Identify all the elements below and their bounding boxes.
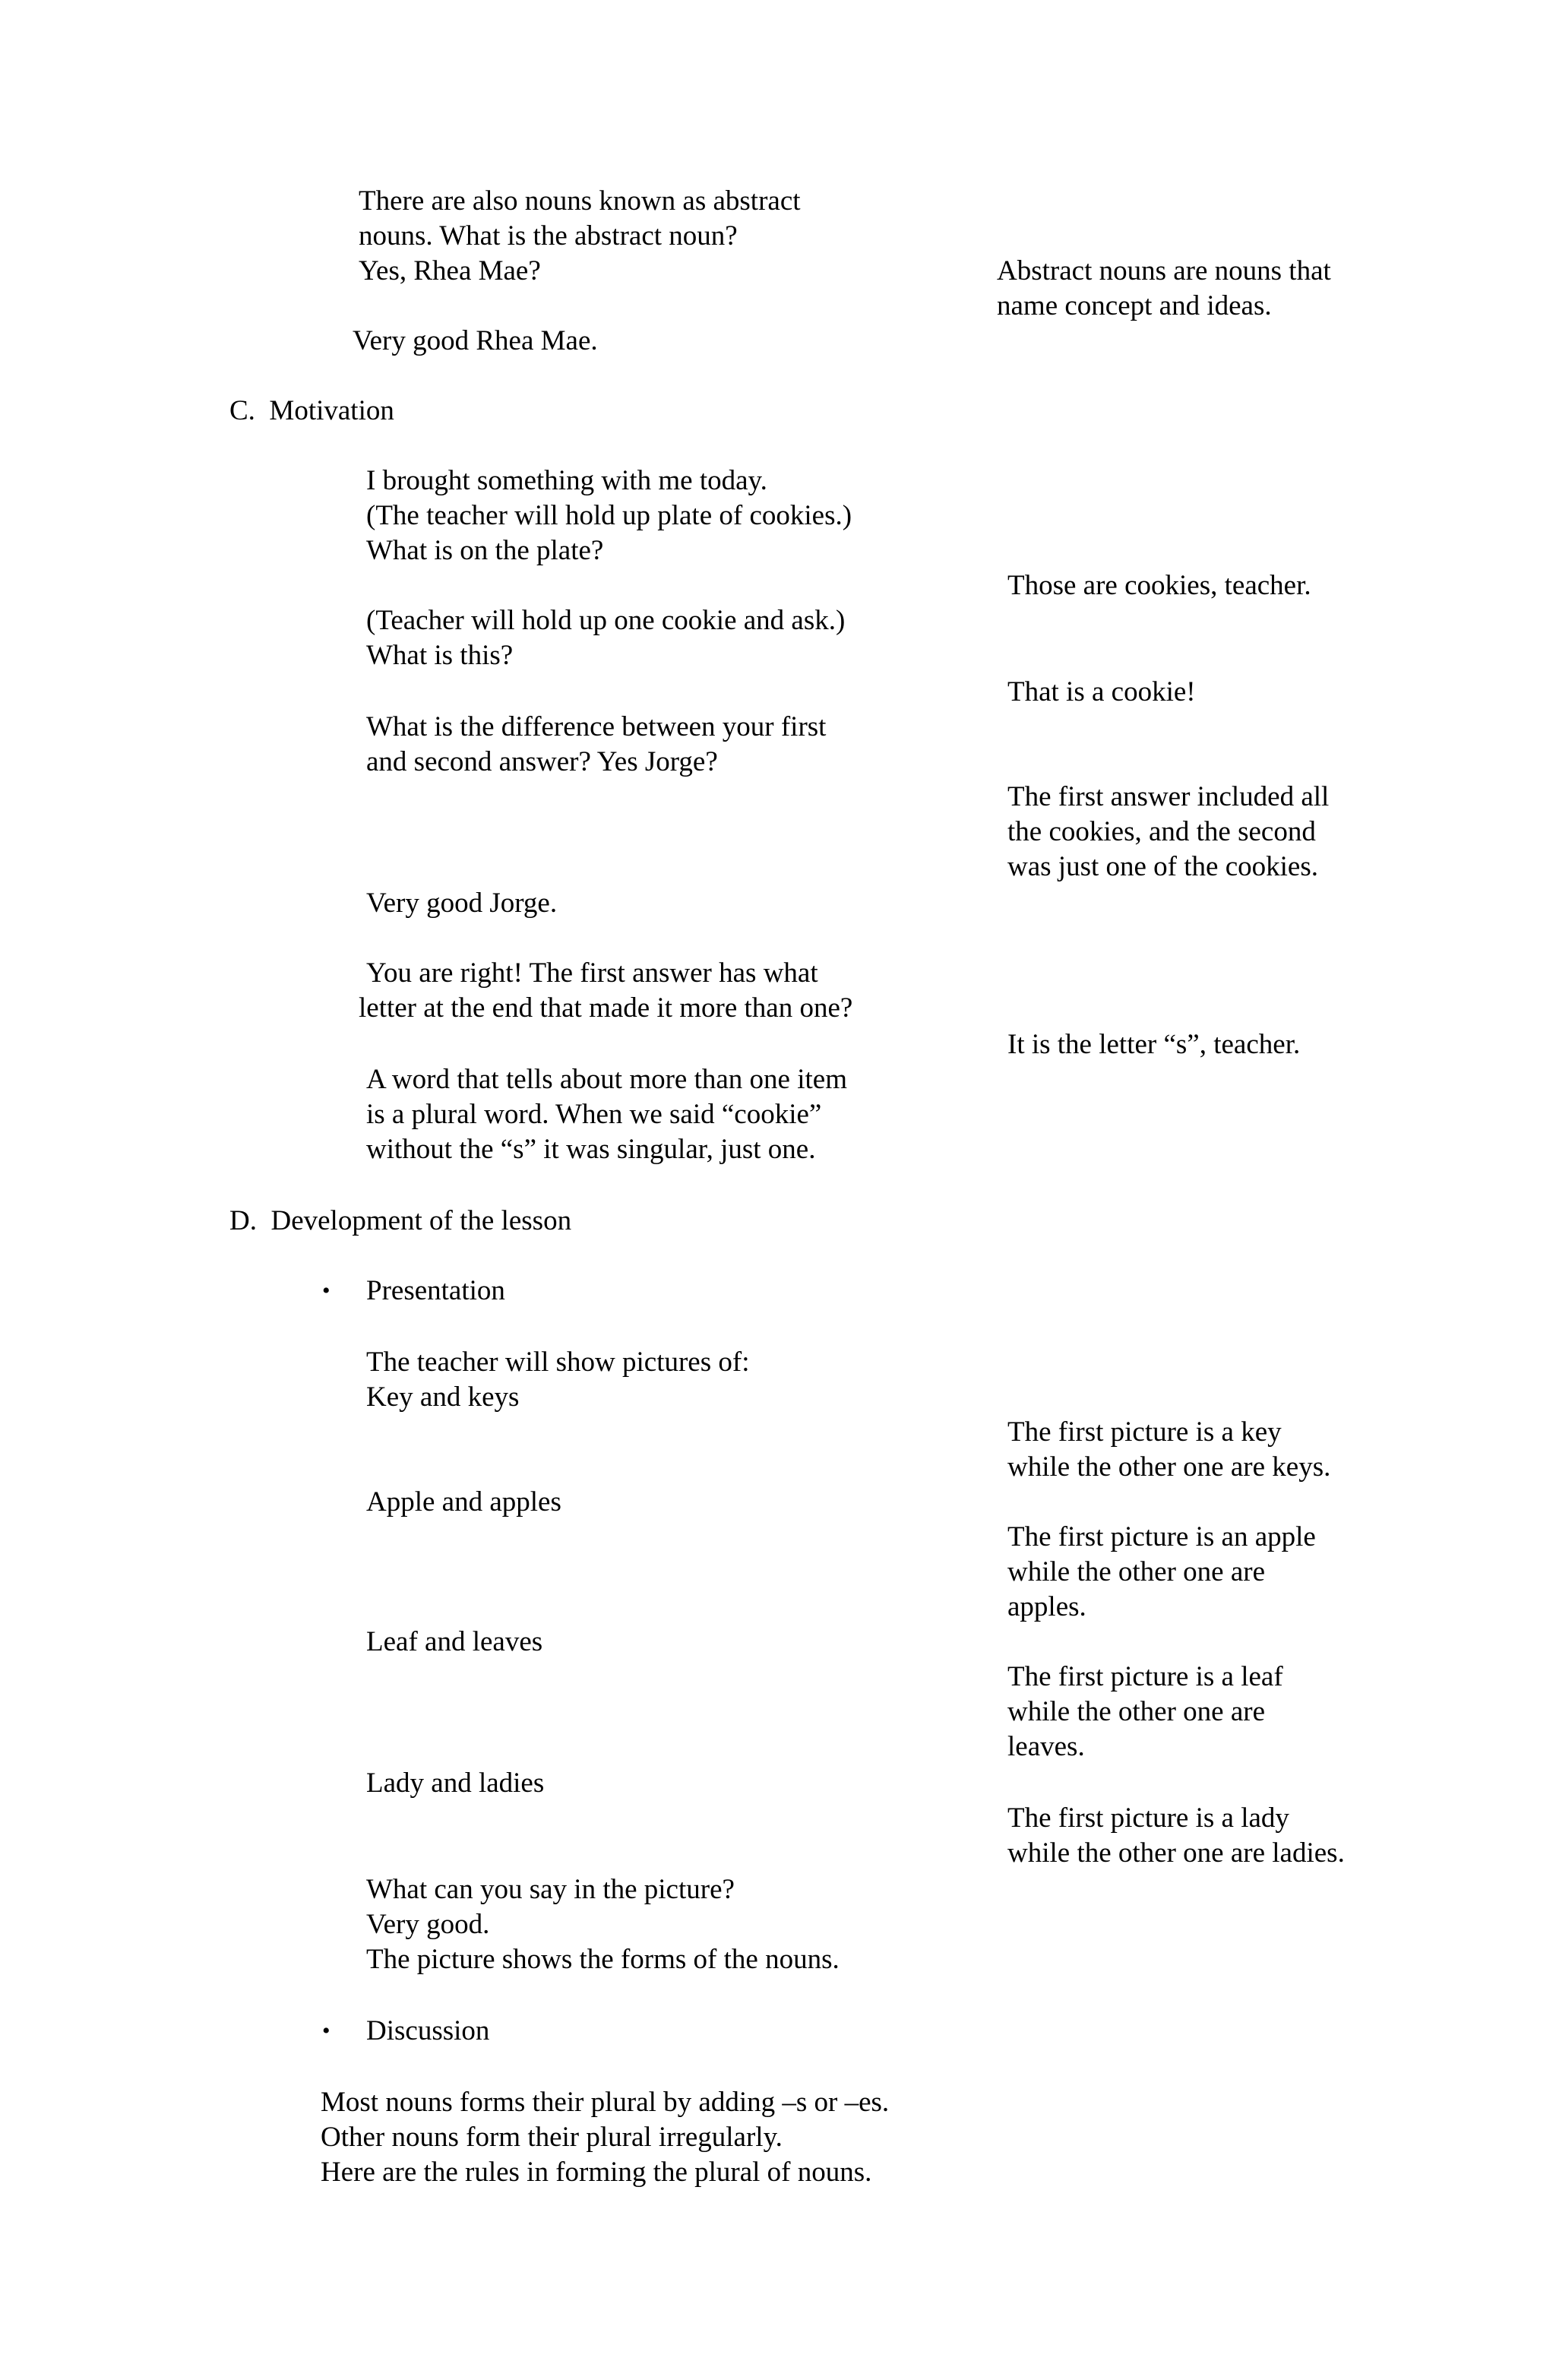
teacher-line: Very good Rhea Mae. bbox=[353, 325, 598, 356]
teacher-line: What is this? bbox=[366, 640, 514, 671]
teacher-line: There are also nouns known as abstract bbox=[359, 185, 801, 217]
student-line: while the other one are bbox=[1007, 1696, 1266, 1727]
teacher-line: Apple and apples bbox=[366, 1486, 561, 1518]
teacher-line: You are right! The first answer has what bbox=[366, 957, 818, 989]
teacher-line: Leaf and leaves bbox=[366, 1626, 543, 1657]
student-line: The first picture is a lady bbox=[1007, 1802, 1289, 1834]
teacher-line: I brought something with me today. bbox=[366, 465, 767, 496]
student-line: Those are cookies, teacher. bbox=[1007, 570, 1311, 601]
student-line: apples. bbox=[1007, 1591, 1086, 1622]
teacher-line: Very good Jorge. bbox=[366, 888, 558, 919]
teacher-line: A word that tells about more than one item bbox=[366, 1064, 847, 1095]
student-line: That is a cookie! bbox=[1007, 676, 1196, 707]
student-line: name concept and ideas. bbox=[997, 290, 1272, 321]
teacher-line: Key and keys bbox=[366, 1381, 520, 1413]
student-line: The first picture is a leaf bbox=[1007, 1661, 1283, 1692]
student-line: while the other one are keys. bbox=[1007, 1451, 1331, 1483]
teacher-line: What can you say in the picture? bbox=[366, 1874, 735, 1905]
teacher-line: nouns. What is the abstract noun? bbox=[359, 220, 738, 252]
teacher-line: letter at the end that made it more than one? bbox=[359, 992, 853, 1024]
teacher-line: is a plural word. When we said “cookie” bbox=[366, 1099, 822, 1130]
teacher-line: Very good. bbox=[366, 1909, 490, 1940]
subheading-discussion: Discussion bbox=[366, 2015, 490, 2046]
student-line: It is the letter “s”, teacher. bbox=[1007, 1029, 1301, 1060]
student-line: The first picture is a key bbox=[1007, 1416, 1282, 1448]
teacher-line: What is on the plate? bbox=[366, 535, 604, 566]
student-line: while the other one are ladies. bbox=[1007, 1837, 1345, 1869]
section-heading-development: D. Development of the lesson bbox=[229, 1205, 572, 1236]
teacher-line: (Teacher will hold up one cookie and ask.) bbox=[366, 605, 846, 636]
teacher-line: The picture shows the forms of the nouns. bbox=[366, 1944, 840, 1975]
student-line: leaves. bbox=[1007, 1731, 1085, 1762]
discussion-line: Other nouns form their plural irregularly. bbox=[321, 2122, 783, 2153]
teacher-line: and second answer? Yes Jorge? bbox=[366, 746, 718, 777]
student-line: The first picture is an apple bbox=[1007, 1521, 1316, 1552]
student-line: The first answer included all bbox=[1007, 781, 1330, 812]
bullet-icon: • bbox=[322, 2018, 330, 2043]
discussion-line: Here are the rules in forming the plural of nouns. bbox=[321, 2157, 872, 2188]
teacher-line: The teacher will show pictures of: bbox=[366, 1347, 750, 1378]
bullet-icon: • bbox=[322, 1278, 330, 1303]
teacher-line: What is the difference between your first bbox=[366, 711, 827, 742]
discussion-line: Most nouns forms their plural by adding –s or –es. bbox=[321, 2087, 890, 2118]
teacher-line: Lady and ladies bbox=[366, 1768, 545, 1799]
teacher-line: without the “s” it was singular, just one. bbox=[366, 1134, 816, 1165]
section-heading-motivation: C. Motivation bbox=[229, 395, 394, 426]
student-line: was just one of the cookies. bbox=[1007, 851, 1318, 882]
student-line: while the other one are bbox=[1007, 1556, 1266, 1587]
student-line: the cookies, and the second bbox=[1007, 816, 1316, 847]
student-line: Abstract nouns are nouns that bbox=[997, 255, 1331, 286]
teacher-line: Yes, Rhea Mae? bbox=[359, 255, 541, 286]
subheading-presentation: Presentation bbox=[366, 1275, 505, 1306]
teacher-line: (The teacher will hold up plate of cookies.) bbox=[366, 500, 852, 531]
